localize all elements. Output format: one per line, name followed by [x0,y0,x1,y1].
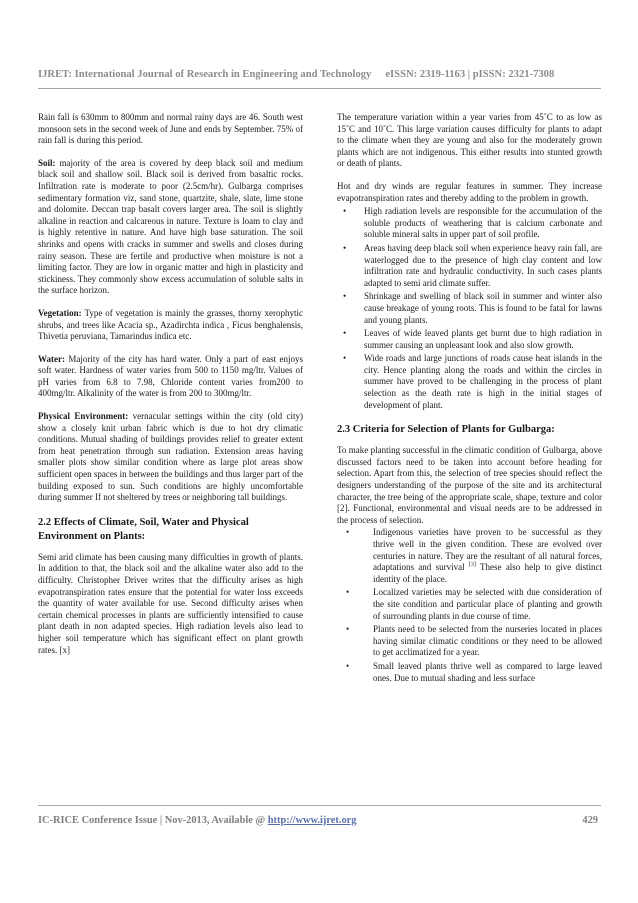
vegetation-label: Vegetation: [38,307,82,318]
journal-name: IJRET: International Journal of Research in Engineering and Technology [38,69,372,80]
bullet-icon: • [343,328,347,339]
list-item-text: Leaves of wide leaved plants get burnt due to high radiation in summer causing an unpleasant look and also slow growth. [364,328,602,350]
footer-rule [38,805,601,806]
list-item-text: Localized varieties may be selected with due consideration of the site condition and particular place of planting and growth of surrounding plants in due course of time. [373,587,602,621]
criteria-paragraph: To make planting successful in the climatic condition of Gulbarga, above discussed factors need to be taken into account before heading for selection. Apart from this, the selection of tree species should reflect the designers understanding of the purpose of the site and its architectural character, the tree being of the appropriate scale, shape, texture and color [2]. Functional, environmental and visual needs are to be addressed in the process of selection. [337,445,602,525]
list-item [337,243,602,289]
physical-environment-paragraph [38,411,303,504]
list-item [337,661,602,684]
citation-3: [3] [468,562,476,569]
winds-paragraph: Hot and dry winds are regular features in summer. They increase evapotranspiration rates and thereby adding to the problem in growth. [337,180,602,203]
list-item-text: Plants need to be selected from the nurseries located in places having similar climatic conditions or they need to be allowed to get acclimatized for a year. [373,624,602,658]
list-item-text: High radiation levels are responsible for the accumulation of the soluble products of weathering that is calcium carbonate and soluble mineral salts in upper part of soil profile. [364,206,602,240]
list-item-text: Wide roads and large junctions of roads cause heat islands in the city. Hence planting along the roads and within the circles in summer have proved to be challenging in the process of plant selection as the death rate is high in the initial stages of development of plant. [364,353,602,410]
section-2-2-heading [38,516,303,544]
criteria-bullet-list [337,527,602,684]
list-item [337,527,602,585]
page-number: 429 [582,815,598,826]
soil-paragraph [38,158,303,297]
list-item-text-tail: These also help to give distinct identity of the place. [373,562,602,584]
bullet-icon: • [343,206,347,217]
effects-paragraph: Semi arid climate has been causing many difficulties in growth of plants. In addition to that, the black soil and the alkaline water also add to the difficulty. Christopher Driver writes that the difficulty arises as high evapotranspiration rates ensure that the potential for water loss exceeds the quantity of water available for use. Second difficulty arises when certain chemical processes in plants are sufficiently intensified to cause plant death in non adapted species. High radiation levels also lead to higher soil temperature which has significant effect on plant growth rates. [x] [38,551,303,655]
section-2-2-heading-line2: Environment on Plants: [38,530,146,542]
soil-label: Soil: [38,157,56,168]
running-footer [38,815,601,826]
issn-text: eISSN: 2319-1163 | pISSN: 2321-7308 [385,69,555,80]
journal-link[interactable]: http://www.ijret.org [267,815,357,826]
physical-environment-text: vernacular settings within the city (old city) show a closely knit urban fabric which is due to hot dry climatic conditions. Mutual shading of buildings provides relief to greater extent from heat penetration through sun radiation. Extension areas having smaller plots show similar condition where as large plot areas show sufficient open spaces in between the buildings and thus larger part of the building exposed to sun. Such conditions are highly uncomfortable during summer If not sheltered by trees or neighboring tall buildings. [38,411,303,503]
list-item-text: Areas having deep black soil when experience heavy rain fall, are waterlogged due to the presence of high clay content and low infiltration rate and hydraulic conductivity. In such cases plants adapted to semi arid climate suffer. [364,242,602,288]
list-item [337,624,602,659]
vegetation-text: Type of vegetation is mainly the grasses, thorny xerophytic shrubs, and trees like Acacia sp., Azadirchta indica , Ficus benghalensis, Thivetia peruviana, Tamarindus indica etc. [38,307,303,342]
bullet-icon: • [346,587,350,598]
bullet-icon: • [343,353,347,364]
list-item-text: Indigenous varieties have proven to be successful as they thrive well in the given condition. These are evolved over centuries in nature. They are the resultant of all natural forces, adaptations and survival [373,527,602,573]
vegetation-paragraph [38,308,303,343]
left-column [38,112,303,667]
bullet-icon: • [346,660,350,671]
bullet-icon: • [343,291,347,302]
right-column [337,112,602,692]
water-paragraph [38,354,303,400]
water-text: Majority of the city has hard water. Only a part of east enjoys soft water. Hardness of water varies from 500 to 1150 mg/ltr. Values of pH varies from 6.8 to 7.98, Chloride content varies from200 to 400mg/ltr. Alkalinity of the water is from 200 to 300mg/ltr. [38,353,303,399]
list-item-text: Small leaved plants thrive well as compared to large leaved ones. Due to mutual shading and less surface [373,660,602,683]
list-item [337,353,602,411]
list-item [337,328,602,351]
problems-bullet-list [337,206,602,411]
list-item [337,206,602,241]
footer-text: IC-RICE Conference Issue | Nov-2013, Available @ [38,815,268,826]
header-rule [38,88,601,89]
rainfall-paragraph: Rain fall is 630mm to 800mm and normal rainy days are 46. South west monsoon sets in the second week of June and ends by September. 75% of rain fall is during this period. [38,112,303,146]
bullet-icon: • [343,242,347,253]
water-label: Water: [38,353,65,364]
section-2-3-heading: 2.3 Criteria for Selection of Plants for Gulbarga: [337,424,555,436]
section-2-2-heading-line1: 2.2 Effects of Climate, Soil, Water and Physical [38,516,249,528]
running-header [38,69,600,80]
list-item [337,587,602,622]
bullet-icon: • [346,527,350,538]
list-item-text: Shrinkage and swelling of black soil in summer and winter also cause breakage of young roots. This is found to be fatal for lawns and young plants. [364,291,602,325]
list-item [337,291,602,326]
bullet-icon: • [346,624,350,635]
physical-environment-label: Physical Environment: [38,411,129,422]
temperature-paragraph: The temperature variation within a year varies from 45˚C to as low as 15˚C and 10˚C. This large variation causes difficulty for plants to adapt to the climate when they are young and also for the moderately grown plants which are not indigenous. This either results into stunted growth or death of plants. [337,112,602,169]
soil-text: majority of the area is covered by deep black soil and medium black soil and shallow soil. Black soil is derived from basaltic rocks. Infiltration rate is moderate to poor (2.5cm/hr). Gulbarga comprises sedimentary formation viz, sand stone, quartzite, shale, slate, lime stone and dolomite. Deccan trap basalt covers larger area. The soil is slightly alkaline in reaction and calcareous in nature. Texture is loam to clay and is highly retentive in nature. And have high base saturation. The soil shrinks and opens with cracks in summer and swells and closes during rainy season. These are fertile and productive when moisture is not a limiting factor. They are low in organic matter and high in plasticity and stickiness. They commonly show excess accumulation of soluble salts in the surface horizon. [38,157,303,296]
